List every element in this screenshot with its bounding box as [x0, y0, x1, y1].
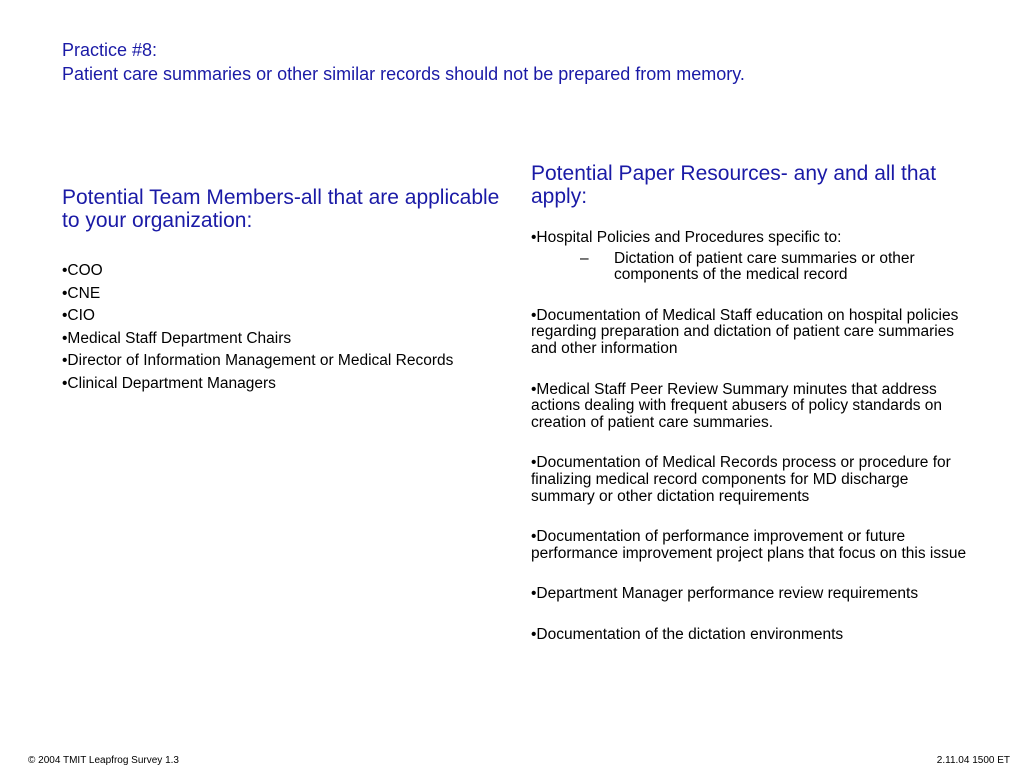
sub-list-item — [580, 249, 971, 284]
dash-bullet: – — [580, 249, 589, 267]
paper-resources-heading: Potential Paper Resources- any and all that apply: — [531, 162, 937, 208]
list-item: •CIO — [62, 307, 95, 325]
practice-statement: Patient care summaries or other similar records should not be prepared from memory. — [62, 64, 745, 84]
list-item: •Medical Staff Peer Review Summary minutes that address actions dealing with frequent abusers of policy standards on creation of patient care summaries. — [531, 380, 942, 431]
list-item — [531, 230, 971, 284]
list-item: •Medical Staff Department Chairs — [62, 329, 292, 347]
list-item: •CNE — [62, 284, 101, 302]
practice-number: Practice #8: — [62, 40, 158, 60]
list-item: •Documentation of Medical Staff education on hospital policies regarding preparation and dictation of patient care summaries and other information — [531, 306, 959, 357]
list-item: •COO — [62, 262, 103, 279]
list-item: •Department Manager performance review requirements — [531, 585, 919, 603]
team-members-heading: Potential Team Members-all that are applicable to your organization: — [62, 186, 500, 232]
list-item: •Documentation of performance improvement or future performance improvement project plans that focus on this issue — [531, 528, 967, 562]
sub-list-item-text: Dictation of patient care summaries or other components of the medical record — [614, 249, 915, 284]
team-members-column — [62, 186, 512, 396]
footer-copyright: © 2004 TMIT Leapfrog Survey 1.3 — [28, 755, 179, 766]
slide-title — [62, 38, 1002, 86]
team-members-list — [62, 260, 512, 396]
list-item: •Documentation of the dictation environments — [531, 625, 844, 643]
list-item: •Clinical Department Managers — [62, 374, 276, 392]
list-item: •Documentation of Medical Records process or procedure for finalizing medical record components for MD discharge summary or other dictation requirements — [531, 454, 951, 505]
list-item-text: •Hospital Policies and Procedures specific to: — [531, 229, 842, 246]
paper-resources-column — [531, 162, 971, 644]
footer-date: 2.11.04 1500 ET — [936, 755, 1010, 766]
list-item: •Director of Information Management or Medical Records — [62, 352, 454, 370]
paper-resources-list — [531, 230, 971, 644]
